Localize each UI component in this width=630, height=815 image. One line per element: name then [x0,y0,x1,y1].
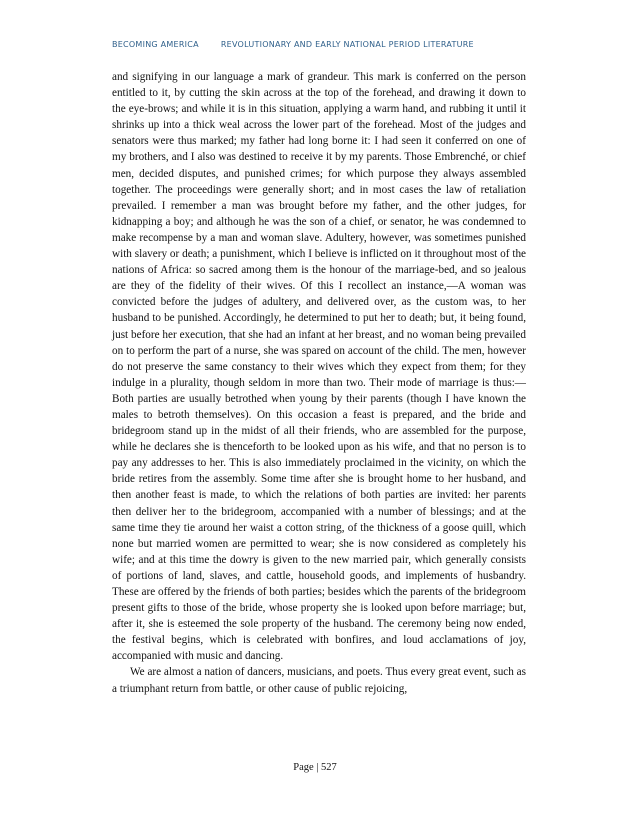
section-title: REVOLUTIONARY AND EARLY NATIONAL PERIOD LITERATURE [220,40,474,49]
page-number: Page | 527 [293,762,337,773]
body-text [112,69,526,697]
paragraph: We are almost a nation of dancers, musicians, and poets. Thus every great event, such as a triumphant return from battle, or other cause of public rejoicing, [112,666,526,695]
running-header [112,40,532,49]
book-title: BECOMING AMERICA [112,40,199,49]
paragraph-continued: and signifying in our language a mark of grandeur. This mark is conferred on the person entitled to it, by cutting the skin across at the top of the forehead, and drawing it down to the eye-brows; and while it is in this situation, applying a warm hand, and rubbing it until it shrinks up into a thick weal across the lower part of the forehead. Most of the judges and senators were thus marked; my father had long borne it: I had seen it conferred on one of my brothers, and I also was destined to receive it by my parents. Those Embrenché, or chief men, decided disputes, and punished crimes; for which purpose they always assembled together. The proceedings were generally short; and in most cases the law of retaliation prevailed. I remember a man was brought before my father, and the other judges, for kidnapping a boy; and although he was the son of a chief, or senator, he was condemned to make recompense by a man and woman slave. Adultery, however, was sometimes punished with slavery or death; a punishment, which I believe is inflicted on it throughout most of the nations of Africa: so sacred among them is the honour of the marriage-bed, and so jealous are they of the fidelity of their wives. Of this I recollect an instance,—A woman was convicted before the judges of adultery, and delivered over, as the custom was, to her husband to be punished. Accordingly, he determined to put her to death; but, it being found, just before her execution, that she had an infant at her breast, and no woman being prevailed on to perform the part of a nurse, she was spared on account of the child. The men, however do not preserve the same constancy to their wives which they expect from them; for they indulge in a plurality, though seldom in more than two. Their mode of marriage is thus:—Both parties are usually betrothed when young by their parents (though I have known the males to betroth themselves). On this occasion a feast is prepared, and the bride and bridegroom stand up in the midst of all their friends, who are assembled for the purpose, while he declares she is thenceforth to be looked upon as his wife, and that no person is to pay any addresses to her. This is also immediately proclaimed in the vicinity, on which the bride retires from the assembly. Some time after she is brought home to her husband, and then another feast is made, to which the relations of both parties are invited: her parents then deliver her to the bridegroom, accompanied with a number of blessings; and at the same time they tie around her waist a cotton string, of the thickness of a goose quill, which none but married women are permitted to wear; she is now considered as completely his wife; and at this time the dowry is given to the new married pair, which generally consists of portions of land, slaves, and cattle, household goods, and implements of husbandry. These are offered by the friends of both parties; besides which the parents of the bridegroom present gifts to those of the bride, whose property she is looked upon before marriage; but, after it, she is esteemed the sole property of the husband. The ceremony being now ended, the festival begins, which is celebrated with bonfires, and loud acclamations of joy, accompanied with music and dancing. [112,71,526,663]
